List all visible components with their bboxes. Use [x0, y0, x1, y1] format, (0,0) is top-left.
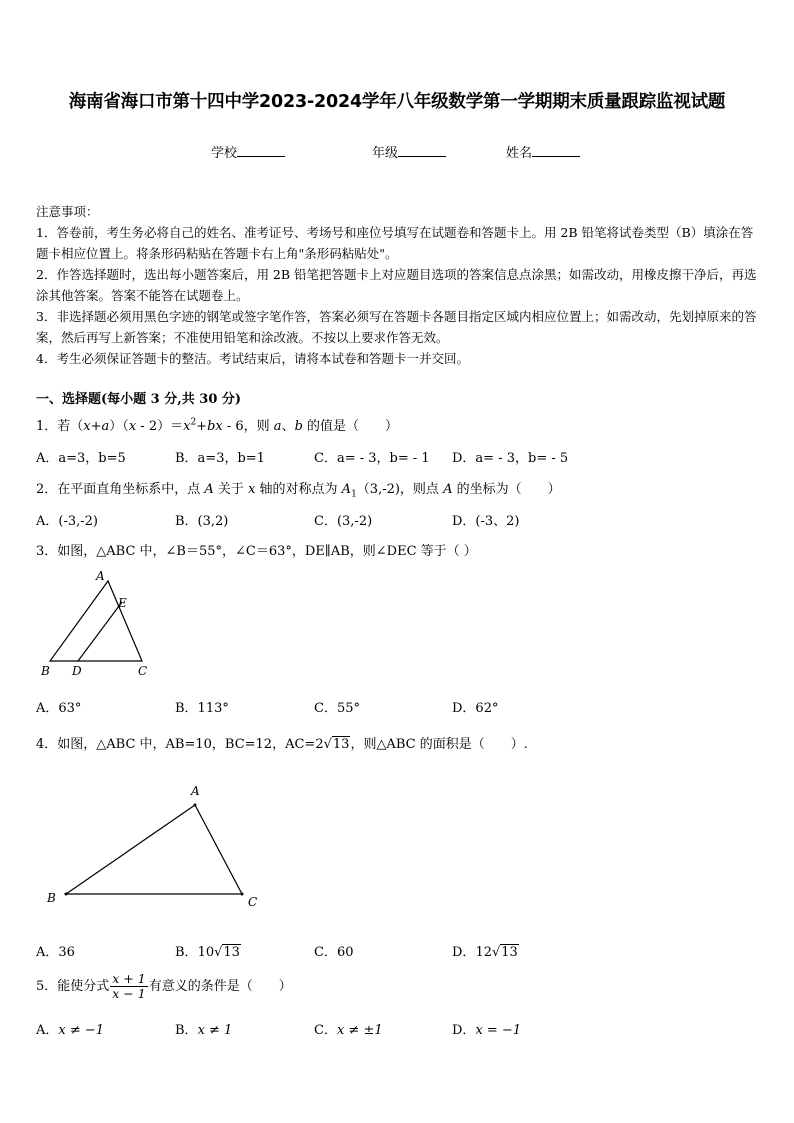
q2-option-a: A．(-3,-2) [36, 514, 98, 529]
q1-option-c: C．a= - 3，b= - 1 [314, 451, 430, 466]
name-field [506, 142, 580, 161]
notice-item: 3．非选择题必须用黑色字迹的钢笔或签字笔作答，答案必须写在答题卡各题目指定区域内相应位置上；如需改动，先划掉原来的答案，然后再写上新答案；不准使用铅笔和涂改液。不按以上要求作答无效。 [36, 309, 757, 345]
triangle-abc [66, 805, 242, 894]
question-2-text: 2．在平面直角坐标系中，点 A 关于 x 轴的对称点为 $A_1(3,-2)$，则点 A 的坐标为（ ） [36, 482, 561, 500]
q5-option-d: D．x = −1 [452, 1023, 522, 1038]
school-blank [237, 144, 285, 157]
q3-option-d: D．62° [452, 701, 499, 716]
name-label: 姓名 [506, 146, 533, 161]
q1-option-d: D．a= - 3，b= - 5 [452, 451, 569, 466]
label-b: B [41, 664, 50, 678]
q4-option-b: B．10√13 [175, 945, 240, 960]
grade-field [372, 142, 446, 161]
label-a: A [191, 784, 200, 798]
q2-option-d: D．(-3、2) [452, 514, 520, 529]
q3-option-b: B．113° [175, 701, 229, 716]
q2-option-b: B．(3,2) [175, 514, 229, 529]
q5-option-b: B．x ≠ 1 [175, 1023, 233, 1038]
exam-title: 海南省海口市第十四中学2023-2024学年八年级数学第一学期期末质量跟踪监视试题 [68, 92, 726, 112]
question-5-text: 5．能使分式 $\frac{x + 1}{x - 1}$ 有意义的条件是（ ） [36, 971, 292, 1001]
notice-item: 2．作答选择题时，选出每小题答案后，用 2B 铅笔把答题卡上对应题目选项的答案信息点涂黑；如需改动，用橡皮擦干净后，再选涂其他答案。答案不能答在试题卷上。 [36, 267, 757, 303]
label-c: C [138, 664, 148, 678]
q5-option-a: A．x ≠ −1 [36, 1023, 105, 1038]
q4-option-d: D．12√13 [452, 945, 518, 960]
label-e: E [118, 596, 127, 610]
notice-heading: 注意事项： [36, 204, 99, 219]
q2-option-c: C．(3,-2) [314, 514, 373, 529]
notice-block [36, 201, 760, 369]
q3-option-a: A．63° [36, 701, 82, 716]
q5-option-c: C．x ≠ ±1 [314, 1023, 383, 1038]
q1-option-b: B．a=3，b=1 [175, 451, 265, 466]
question-1-text: 1．若$(x+a)(x - 2)=x^2+bx - 6$，则 a、b 的值是（ ） [36, 417, 399, 434]
grade-blank [398, 144, 446, 157]
q4-option-a: A．36 [36, 945, 75, 960]
question-3-text: 3．如图，△ABC 中，∠B＝55°，∠C＝63°，DE∥AB，则∠DEC 等于（ ） [36, 544, 477, 559]
fraction: $\frac{x + 1}{x - 1}$ [112, 971, 146, 1001]
q1-option-a: A．a=3，b=5 [36, 451, 126, 466]
school-label: 学校 [211, 146, 238, 161]
grade-label: 年级 [372, 146, 399, 161]
question-4-text: 4．如图，△ABC 中，AB=10，BC=12，AC=2√13，则△ABC 的面积是（ ）. [36, 737, 528, 752]
segment-de [78, 602, 122, 661]
section-heading: 一、选择题(每小题 3 分,共 30 分) [36, 392, 242, 407]
q4-triangle-figure [40, 778, 270, 913]
notice-item: 1．答卷前，考生务必将自己的姓名、准考证号、考场号和座位号填写在试题卷和答题卡上。用 2B 铅笔将试卷类型（B）填涂在答题卡相应位置上。将条形码粘贴在答题卡右上角"条形码粘贴处"。 [36, 225, 754, 261]
q4-option-c: C．60 [314, 945, 354, 960]
triangle-abc [50, 581, 142, 661]
name-blank [532, 144, 580, 157]
q3-triangle-figure [36, 565, 166, 685]
label-b: B [47, 891, 56, 905]
label-c: C [248, 895, 258, 909]
label-a: A [96, 569, 105, 583]
notice-item: 4．考生必须保证答题卡的整洁。考试结束后，请将本试卷和答题卡一并交回。 [36, 351, 469, 366]
label-d: D [72, 664, 82, 678]
q3-option-c: C．55° [314, 701, 360, 716]
school-field [211, 142, 285, 161]
